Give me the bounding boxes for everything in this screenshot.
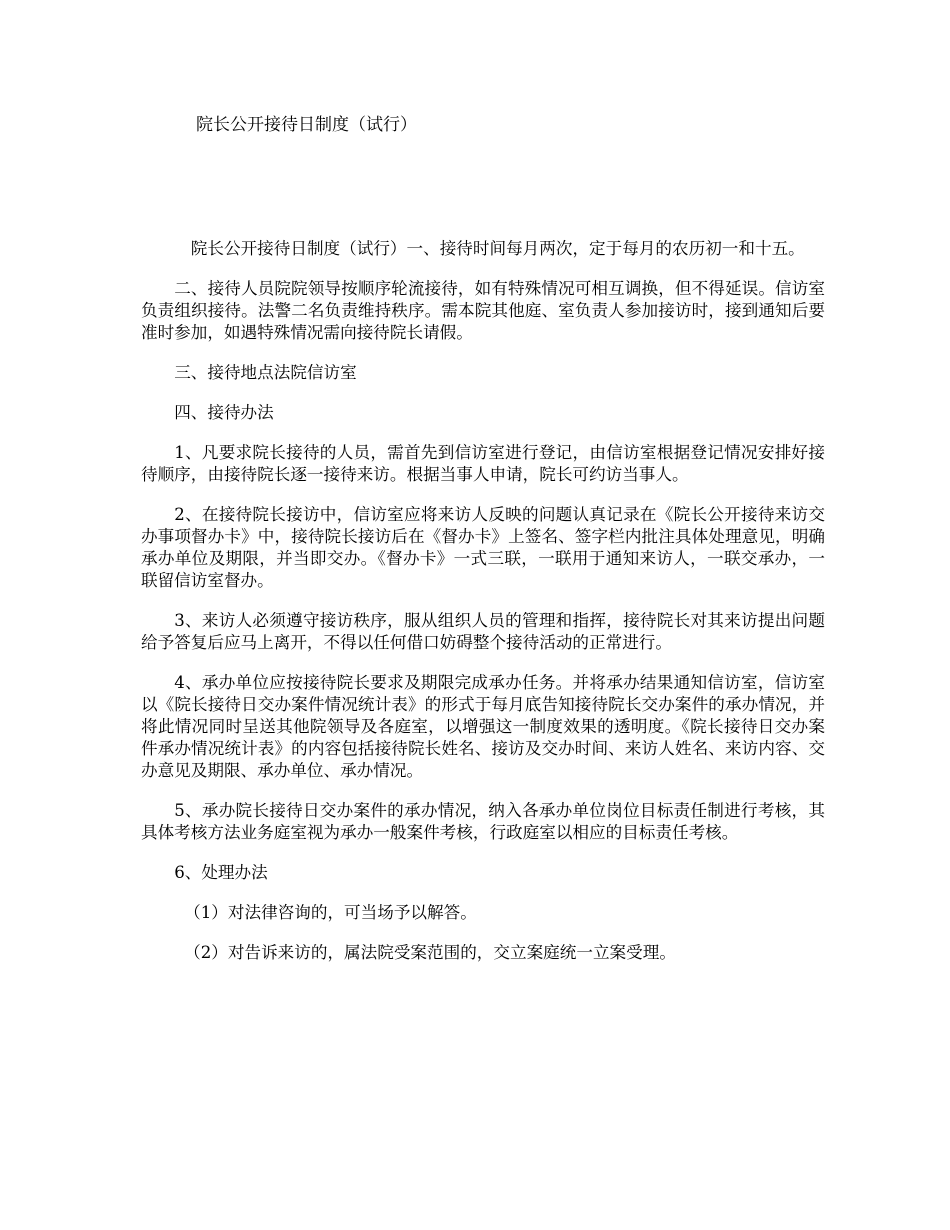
- paragraph-handling-1: （1）对法律咨询的，可当场予以解答。: [184, 903, 477, 922]
- paragraph-method-1: 1、凡要求院长接待的人员，需首先到信访室进行登记，由信访室根据登记情况安排好接待顺序，由接待院长逐一接待来访。根据当事人申请，院长可约访当事人。: [141, 443, 825, 484]
- paragraph-reception-staff: 二、接待人员院院领导按顺序轮流接待，如有特殊情况可相互调换，但不得延误。信访室负责组织接待。法警二名负责维持秩序。需本院其他庭、室负责人参加接访时，接到通知后要准时参加，如遇特殊情况需向接待院长请假。: [141, 279, 825, 342]
- paragraph-method-4: 4、承办单位应按接待院长要求及期限完成承办任务。并将承办结果通知信访室，信访室以《院长接待日交办案件情况统计表》的形式于每月底告知接待院长交办案件的承办情况，并将此情况同时呈送其他院领导及各庭室，以增强这一制度效果的透明度。《院长接待日交办案件承办情况统计表》的内容包括接待院长姓名、接访及交办时间、来访人姓名、来访内容、交办意见及期限、承办单位、承办情况。: [141, 673, 825, 780]
- paragraph-method-6-heading: 6、处理办法: [174, 863, 268, 882]
- document-body: [141, 238, 825, 982]
- paragraph-handling-2: （2）对告诉来访的，属法院受案范围的，交立案庭统一立案受理。: [184, 943, 676, 962]
- paragraph-reception-location: 三、接待地点法院信访室: [174, 363, 357, 382]
- paragraph-method-2: 2、在接待院长接访中，信访室应将来访人反映的问题认真记录在《院长公开接待来访交办事项督办卡》中，接待院长接访后在《督办卡》上签名、签字栏内批注具体处理意见，明确承办单位及期限，并当即交办。《督办卡》一式三联，一联用于通知来访人，一联交承办，一联留信访室督办。: [141, 505, 825, 590]
- paragraph-method-5: 5、承办院长接待日交办案件的承办情况，纳入各承办单位岗位目标责任制进行考核，其具体考核方法业务庭室视为承办一般案件考核，行政庭室以相应的目标责任考核。: [141, 801, 825, 842]
- paragraph-method-3: 3、来访人必须遵守接访秩序，服从组织人员的管理和指挥，接待院长对其来访提出问题给予答复后应马上离开，不得以任何借口妨碍整个接待活动的正常进行。: [141, 611, 825, 652]
- paragraph-reception-time: 院长公开接待日制度（试行）一、接待时间每月两次，定于每月的农历初一和十五。: [190, 239, 805, 258]
- paragraph-reception-method-heading: 四、接待办法: [174, 403, 274, 422]
- document-title: 院长公开接待日制度（试行）: [196, 115, 417, 135]
